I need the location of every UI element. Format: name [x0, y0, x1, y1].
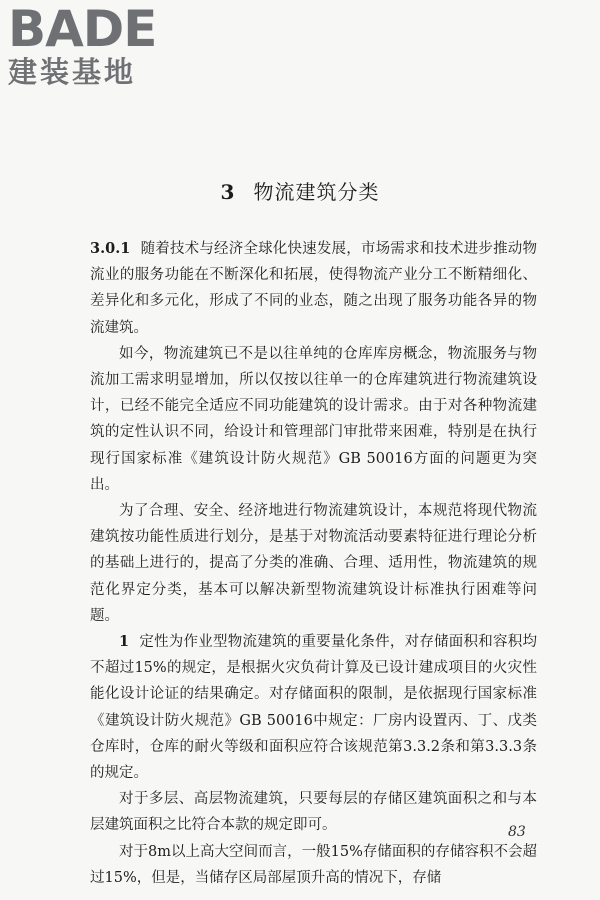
paragraph	[90, 236, 537, 341]
chapter-number: 3	[220, 180, 236, 204]
logo-subtitle: 建装基地	[8, 55, 137, 89]
paragraph: 为了合理、安全、经济地进行物流建筑设计，本规范将现代物流建筑按功能性质进行划分，是基于对物流活动要素特征进行理论分析的基础上进行的，提高了分类的准确、合理、适用性，物流建筑的规范化界定分类，基本可以解决新型物流建筑设计标准执行困难等问题。	[90, 503, 537, 624]
paragraph-text: 定性为作业型物流建筑的重要量化条件，对存储面积和容积均不超过15%的规定，是根据火灾负荷计算及已设计建成项目的火灾性能化设计论证的结果确定。对存储面积的限制，是依据现行国家标准《建筑设计防火规范》GB 50016中规定：厂房内设置丙、丁、戊类仓库时，仓库的耐火等级和面积应符合该规范第3.3.2条和第3.3.3条的规定。	[90, 634, 537, 782]
page-number: 83	[508, 824, 526, 840]
body-text	[90, 236, 537, 891]
paragraph-text: 随着技术与经济全球化快速发展，市场需求和技术进步推动物流业的服务功能在不断深化和拓展，使得物流产业分工不断精细化、差异化和多元化，形成了不同的业态，随之出现了服务功能各异的物流建筑。	[90, 241, 537, 336]
paragraph: 对于8m以上高大空间而言，一般15%存储面积的存储容积不会超过15%，但是，当储存区局部屋顶升高的情况下，存储	[90, 843, 537, 886]
chapter-heading	[0, 176, 600, 205]
logo-wordmark: BADE	[8, 0, 157, 58]
bade-logo	[8, 0, 178, 89]
item-number: 1	[119, 633, 130, 651]
paragraph: 如今，物流建筑已不是以往单纯的仓库库房概念，物流服务与物流加工需求明显增加，所以仅按以往单一的仓库建筑进行物流建筑设计，已经不能完全适应不同功能建筑的设计需求。由于对各种物流建筑的定性认识不同，给设计和管理部门审批带来困难，特别是在执行现行国家标准《建筑设计防火规范》GB 50016方面的问题更为突出。	[90, 345, 537, 493]
clause-number: 3.0.1	[90, 240, 131, 257]
paragraph	[90, 629, 537, 786]
paragraph: 对于多层、高层物流建筑，只要每层的存储区建筑面积之和与本层建筑面积之比符合本款的规定即可。	[90, 791, 537, 834]
chapter-title: 物流建筑分类	[253, 180, 380, 204]
